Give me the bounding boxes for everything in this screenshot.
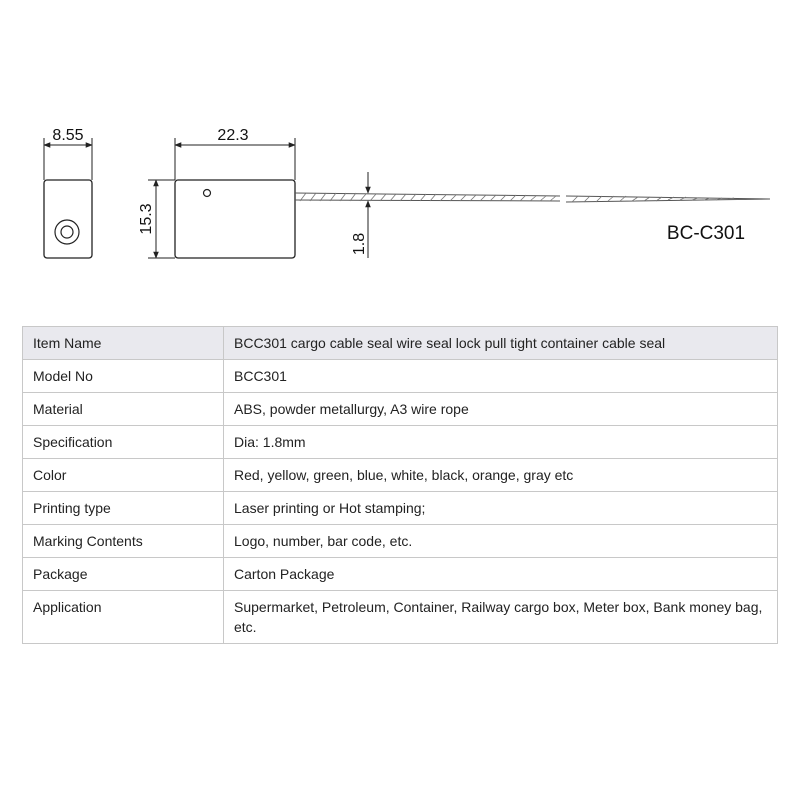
table-row <box>23 327 778 360</box>
row-value: Dia: 1.8mm <box>224 426 778 459</box>
row-key: Color <box>23 459 224 492</box>
dim-body-height-label: 15.3 <box>138 203 155 235</box>
row-value: Supermarket, Petroleum, Container, Railway cargo box, Meter box, Bank money bag, etc. <box>224 591 778 644</box>
table-row <box>23 360 778 393</box>
table-row <box>23 492 778 525</box>
row-key: Model No <box>23 360 224 393</box>
row-value: ABS, powder metallurgy, A3 wire rope <box>224 393 778 426</box>
row-value: Logo, number, bar code, etc. <box>224 525 778 558</box>
side-view <box>44 127 92 258</box>
spec-table <box>22 326 778 644</box>
row-key: Item Name <box>23 327 224 360</box>
table-row <box>23 393 778 426</box>
front-view <box>138 127 295 258</box>
dim-body-width-label: 22.3 <box>217 127 249 144</box>
row-value: Laser printing or Hot stamping; <box>224 492 778 525</box>
row-key: Marking Contents <box>23 525 224 558</box>
row-key: Application <box>23 591 224 644</box>
dim-side-width-label: 8.55 <box>52 127 84 144</box>
table-row <box>23 591 778 644</box>
table-row <box>23 525 778 558</box>
row-value: BCC301 <box>224 360 778 393</box>
model-label: BC-C301 <box>666 223 746 244</box>
row-key: Material <box>23 393 224 426</box>
dim-wire-dia-label: 1.8 <box>351 232 368 256</box>
row-value: Carton Package <box>224 558 778 591</box>
row-key: Specification <box>23 426 224 459</box>
wire-rope <box>295 172 770 258</box>
table-row <box>23 426 778 459</box>
row-key: Printing type <box>23 492 224 525</box>
table-row <box>23 558 778 591</box>
row-key: Package <box>23 558 224 591</box>
row-value: Red, yellow, green, blue, white, black, orange, gray etc <box>224 459 778 492</box>
table-row <box>23 459 778 492</box>
row-value: BCC301 cargo cable seal wire seal lock pull tight container cable seal <box>224 327 778 360</box>
technical-drawing <box>0 0 800 300</box>
